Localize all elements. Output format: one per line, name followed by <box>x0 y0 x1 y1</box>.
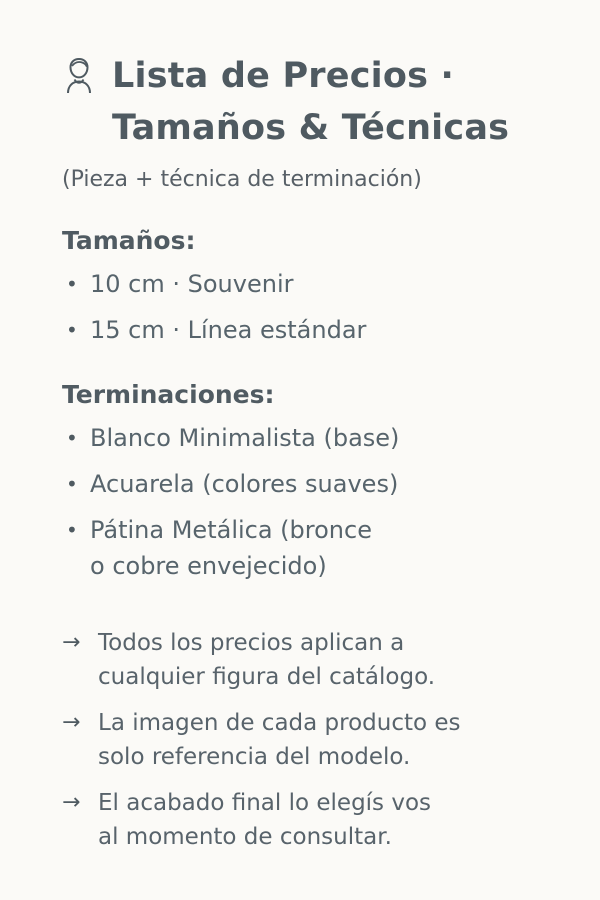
finish-item-text: Pátina Metálica (bronce o cobre envejecido) <box>90 516 372 580</box>
sizes-heading: Tamaños: <box>62 226 196 255</box>
arrow-right-icon: → <box>62 790 81 815</box>
page-title: Lista de Precios · Tamaños & Técnicas <box>112 56 510 148</box>
note-item <box>62 786 570 854</box>
sizes-section <box>62 224 570 348</box>
bullet-icon: • <box>66 518 78 542</box>
size-item-text: 15 cm · Línea estándar <box>90 316 367 344</box>
bullet-icon: • <box>66 318 78 342</box>
bullet-icon: • <box>66 472 78 496</box>
size-item-text: 10 cm · Souvenir <box>90 270 294 298</box>
person-icon <box>62 56 96 96</box>
finish-item <box>62 420 570 456</box>
notes-section <box>62 626 570 854</box>
subtitle: (Pieza + técnica de terminación) <box>62 167 422 192</box>
arrow-right-icon: → <box>62 710 81 735</box>
finish-item-text: Acuarela (colores suaves) <box>90 470 399 498</box>
sizes-list <box>62 266 570 348</box>
finishes-list <box>62 420 570 584</box>
finishes-section <box>62 378 570 584</box>
finishes-heading: Terminaciones: <box>62 380 275 409</box>
note-text: Todos los precios aplican a cualquier figura del catálogo. <box>98 630 436 690</box>
bullet-icon: • <box>66 272 78 296</box>
note-text: La imagen de cada producto es solo referencia del modelo. <box>98 710 461 770</box>
finish-item-text: Blanco Minimalista (base) <box>90 424 400 452</box>
bullet-icon: • <box>66 426 78 450</box>
title-row <box>62 50 570 154</box>
size-item <box>62 312 570 348</box>
finish-item <box>62 512 570 584</box>
arrow-right-icon: → <box>62 630 81 655</box>
size-item <box>62 266 570 302</box>
note-item <box>62 626 570 694</box>
finish-item <box>62 466 570 502</box>
note-item <box>62 706 570 774</box>
note-text: El acabado final lo elegís vos al momento de consultar. <box>98 790 432 850</box>
